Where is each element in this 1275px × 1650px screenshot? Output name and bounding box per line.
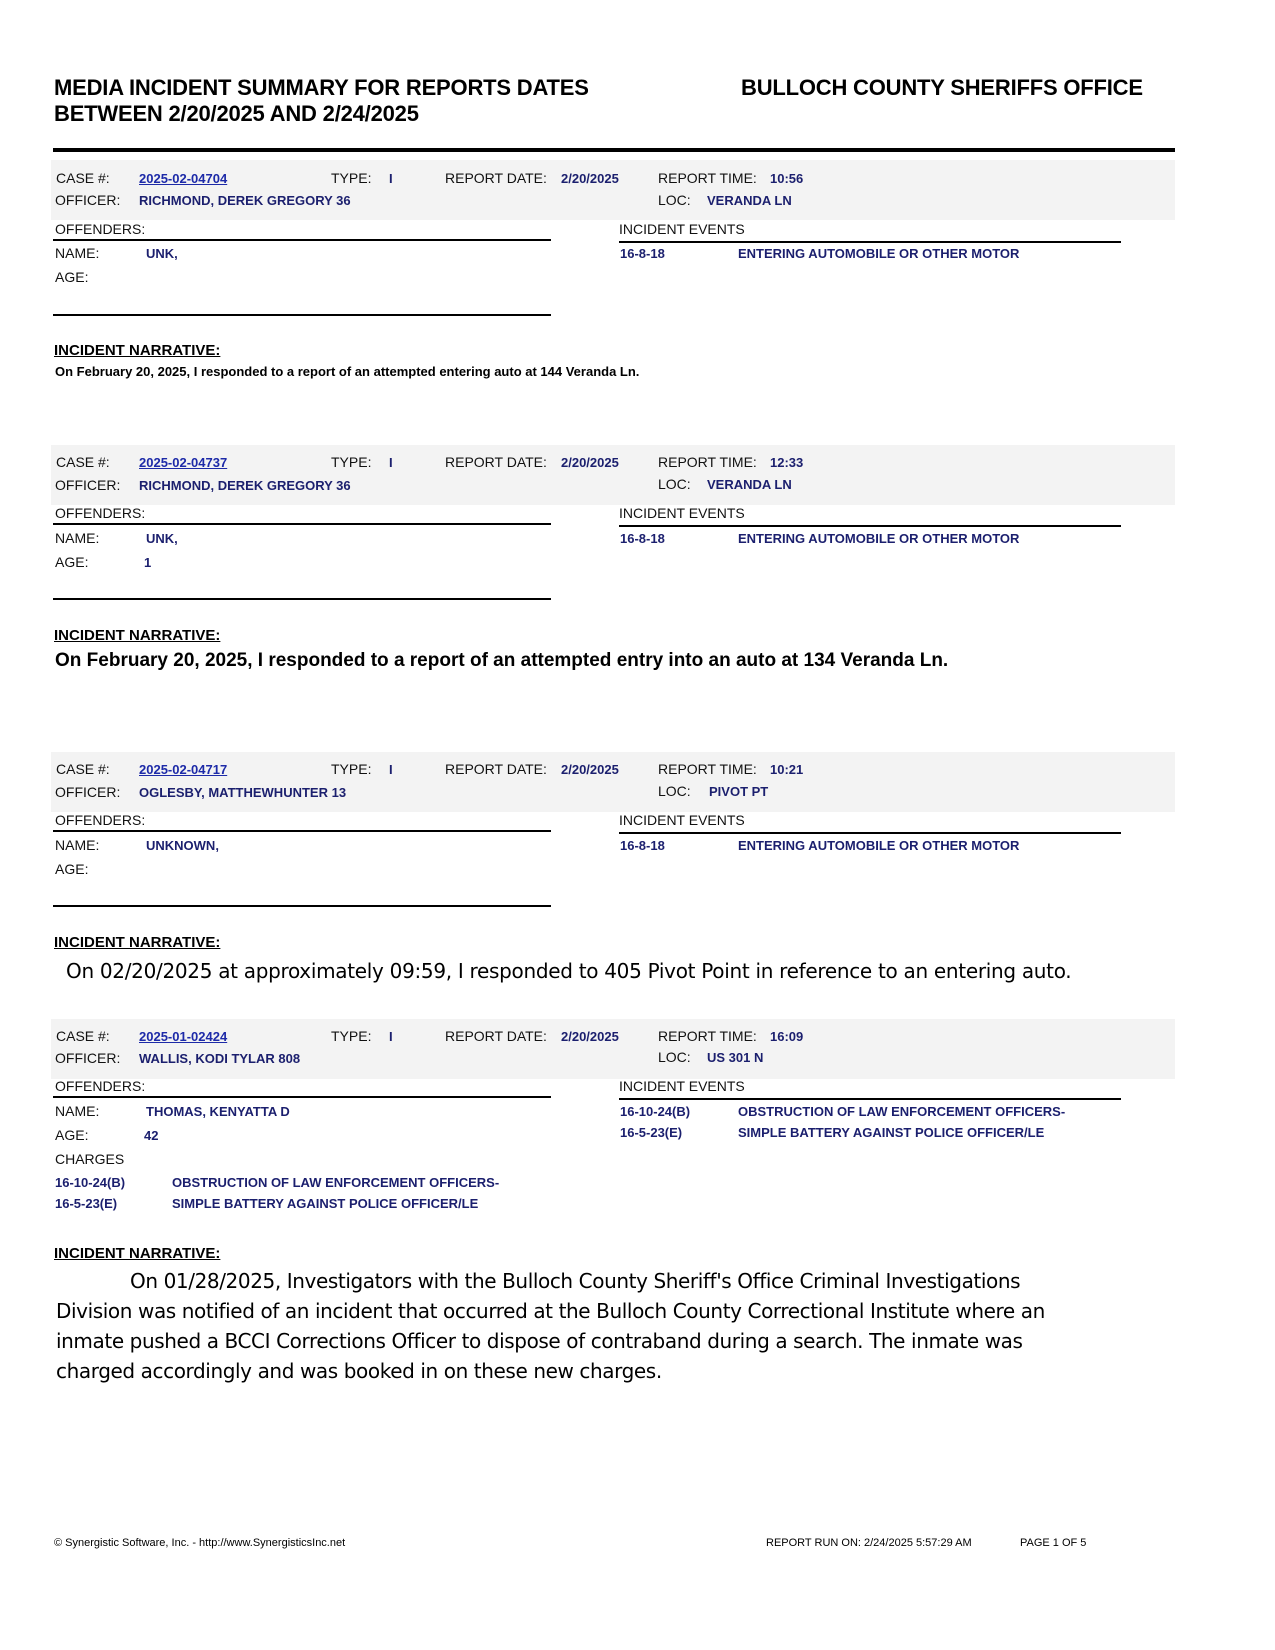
incident-header-box <box>51 160 1175 220</box>
officer-value: OGLESBY, MATTHEWHUNTER 13 <box>139 785 347 800</box>
offender-name: UNKNOWN, <box>146 838 219 853</box>
offenders-label: OFFENDERS: <box>55 505 146 521</box>
loc-label: LOC: <box>658 476 691 492</box>
event-code: 16-8-18 <box>620 531 665 546</box>
offenders-divider <box>53 523 551 525</box>
narrative-text <box>56 1266 1156 1386</box>
case-number-link[interactable]: 2025-02-04737 <box>139 455 228 470</box>
charges-label: CHARGES <box>55 1151 125 1167</box>
report-time-value: 10:21 <box>770 762 804 777</box>
report-time-label: REPORT TIME: <box>658 1028 757 1044</box>
offenders-bottom-divider <box>53 598 551 600</box>
officer-label: OFFICER: <box>55 192 121 208</box>
age-label: AGE: <box>55 1127 89 1143</box>
footer-copyright: © Synergistic Software, Inc. - http://www.SynergisticsInc.net <box>54 1537 346 1549</box>
name-label: NAME: <box>55 530 100 546</box>
incident-header-box <box>51 1019 1175 1079</box>
name-label: NAME: <box>55 1103 100 1119</box>
offenders-bottom-divider <box>53 314 551 316</box>
offender-name: THOMAS, KENYATTA D <box>146 1104 290 1119</box>
type-value: I <box>389 455 393 470</box>
report-date-label: REPORT DATE: <box>445 170 547 186</box>
report-date-value: 2/20/2025 <box>561 1029 619 1044</box>
case-number-link[interactable]: 2025-02-04704 <box>139 171 228 186</box>
incident-header-box <box>51 752 1175 812</box>
age-label: AGE: <box>55 269 89 285</box>
agency-name: BULLOCH COUNTY SHERIFFS OFFICE <box>741 75 1143 100</box>
offenders-label: OFFENDERS: <box>55 812 146 828</box>
offender-name: UNK, <box>146 246 178 261</box>
loc-value: US 301 N <box>707 1050 764 1065</box>
footer-report-run: REPORT RUN ON: 2/24/2025 5:57:29 AM <box>766 1537 972 1549</box>
narrative-line: On 01/28/2025, Investigators with the Bulloch County Sheriff's Office Criminal Investigations <box>130 1269 1021 1293</box>
event-code: 16-10-24(B) <box>620 1104 691 1119</box>
narrative-line: inmate pushed a BCCI Corrections Officer to dispose of contraband during a search. The inmate was <box>56 1329 1023 1353</box>
report-date-label: REPORT DATE: <box>445 454 547 470</box>
charge-code: 16-5-23(E) <box>55 1196 118 1211</box>
offender-age: 42 <box>144 1128 159 1143</box>
report-date-value: 2/20/2025 <box>561 171 619 186</box>
event-description: OBSTRUCTION OF LAW ENFORCEMENT OFFICERS- <box>738 1104 1066 1119</box>
incident-events-label: INCIDENT EVENTS <box>619 812 745 828</box>
loc-label: LOC: <box>658 1049 691 1065</box>
event-description: ENTERING AUTOMOBILE OR OTHER MOTOR <box>738 246 1020 261</box>
type-value: I <box>389 762 393 777</box>
report-time-label: REPORT TIME: <box>658 454 757 470</box>
charge-code: 16-10-24(B) <box>55 1175 126 1190</box>
officer-value: RICHMOND, DEREK GREGORY 36 <box>139 478 351 493</box>
report-time-value: 16:09 <box>770 1029 804 1044</box>
narrative-text: On February 20, 2025, I responded to a report of an attempted entering auto at 144 Veranda Ln. <box>55 364 640 379</box>
officer-label: OFFICER: <box>55 1050 121 1066</box>
type-value: I <box>389 171 393 186</box>
incident-events-label: INCIDENT EVENTS <box>619 1078 745 1094</box>
officer-value: RICHMOND, DEREK GREGORY 36 <box>139 193 351 208</box>
officer-value: WALLIS, KODI TYLAR 808 <box>139 1051 301 1066</box>
name-label: NAME: <box>55 837 100 853</box>
event-code: 16-5-23(E) <box>620 1125 683 1140</box>
loc-value: VERANDA LN <box>707 193 792 208</box>
offenders-divider <box>53 1096 551 1098</box>
case-number-link[interactable]: 2025-01-02424 <box>139 1029 228 1044</box>
report-title-line1: MEDIA INCIDENT SUMMARY FOR REPORTS DATES <box>54 75 589 100</box>
offender-name: UNK, <box>146 531 178 546</box>
type-value: I <box>389 1029 393 1044</box>
offenders-label: OFFENDERS: <box>55 1078 146 1094</box>
type-label: TYPE: <box>331 761 372 777</box>
case-label: CASE #: <box>56 761 110 777</box>
event-description: SIMPLE BATTERY AGAINST POLICE OFFICER/LE <box>738 1125 1045 1140</box>
report-time-value: 12:33 <box>770 455 804 470</box>
age-label: AGE: <box>55 861 89 877</box>
case-number-link[interactable]: 2025-02-04717 <box>139 762 228 777</box>
event-description: ENTERING AUTOMOBILE OR OTHER MOTOR <box>738 531 1020 546</box>
narrative-text: On February 20, 2025, I responded to a report of an attempted entry into an auto at 134 Veranda Ln. <box>55 650 949 671</box>
offenders-divider <box>53 239 551 241</box>
event-code: 16-8-18 <box>620 838 665 853</box>
offenders-label: OFFENDERS: <box>55 221 146 237</box>
type-label: TYPE: <box>331 170 372 186</box>
events-divider <box>619 525 1121 527</box>
name-label: NAME: <box>55 245 100 261</box>
narrative-line: Division was notified of an incident that occurred at the Bulloch County Correctional Institute where an <box>56 1299 1045 1323</box>
case-label: CASE #: <box>56 454 110 470</box>
officer-label: OFFICER: <box>55 477 121 493</box>
report-date-label: REPORT DATE: <box>445 761 547 777</box>
events-divider <box>619 241 1121 243</box>
report-date-value: 2/20/2025 <box>561 762 619 777</box>
report-time-label: REPORT TIME: <box>658 170 757 186</box>
report-time-label: REPORT TIME: <box>658 761 757 777</box>
type-label: TYPE: <box>331 1028 372 1044</box>
incident-header-box <box>51 445 1175 505</box>
loc-label: LOC: <box>658 192 691 208</box>
offender-age: 1 <box>144 555 152 570</box>
loc-value: VERANDA LN <box>707 477 792 492</box>
header-divider <box>53 148 1175 152</box>
events-divider <box>619 1098 1121 1100</box>
report-title-line2: BETWEEN 2/20/2025 AND 2/24/2025 <box>54 101 419 126</box>
case-label: CASE #: <box>56 170 110 186</box>
officer-label: OFFICER: <box>55 784 121 800</box>
loc-label: LOC: <box>658 783 691 799</box>
narrative-line: charged accordingly and was booked in on these new charges. <box>56 1359 662 1383</box>
narrative-heading: INCIDENT NARRATIVE: <box>54 934 221 951</box>
type-label: TYPE: <box>331 454 372 470</box>
event-description: ENTERING AUTOMOBILE OR OTHER MOTOR <box>738 838 1020 853</box>
offenders-bottom-divider <box>53 905 551 907</box>
report-time-value: 10:56 <box>770 171 804 186</box>
narrative-text: On 02/20/2025 at approximately 09:59, I responded to 405 Pivot Point in reference to an entering auto. <box>66 959 1072 983</box>
event-code: 16-8-18 <box>620 246 665 261</box>
charge-description: OBSTRUCTION OF LAW ENFORCEMENT OFFICERS- <box>172 1175 500 1190</box>
offenders-divider <box>53 830 551 832</box>
charge-description: SIMPLE BATTERY AGAINST POLICE OFFICER/LE <box>172 1196 479 1211</box>
incident-events-label: INCIDENT EVENTS <box>619 505 745 521</box>
report-date-value: 2/20/2025 <box>561 455 619 470</box>
footer-page-number: PAGE 1 OF 5 <box>1020 1537 1087 1549</box>
narrative-heading: INCIDENT NARRATIVE: <box>54 342 221 359</box>
narrative-heading: INCIDENT NARRATIVE: <box>54 627 221 644</box>
events-divider <box>619 832 1121 834</box>
report-date-label: REPORT DATE: <box>445 1028 547 1044</box>
case-label: CASE #: <box>56 1028 110 1044</box>
loc-value: PIVOT PT <box>709 784 769 799</box>
incident-events-label: INCIDENT EVENTS <box>619 221 745 237</box>
narrative-heading: INCIDENT NARRATIVE: <box>54 1245 221 1262</box>
age-label: AGE: <box>55 554 89 570</box>
